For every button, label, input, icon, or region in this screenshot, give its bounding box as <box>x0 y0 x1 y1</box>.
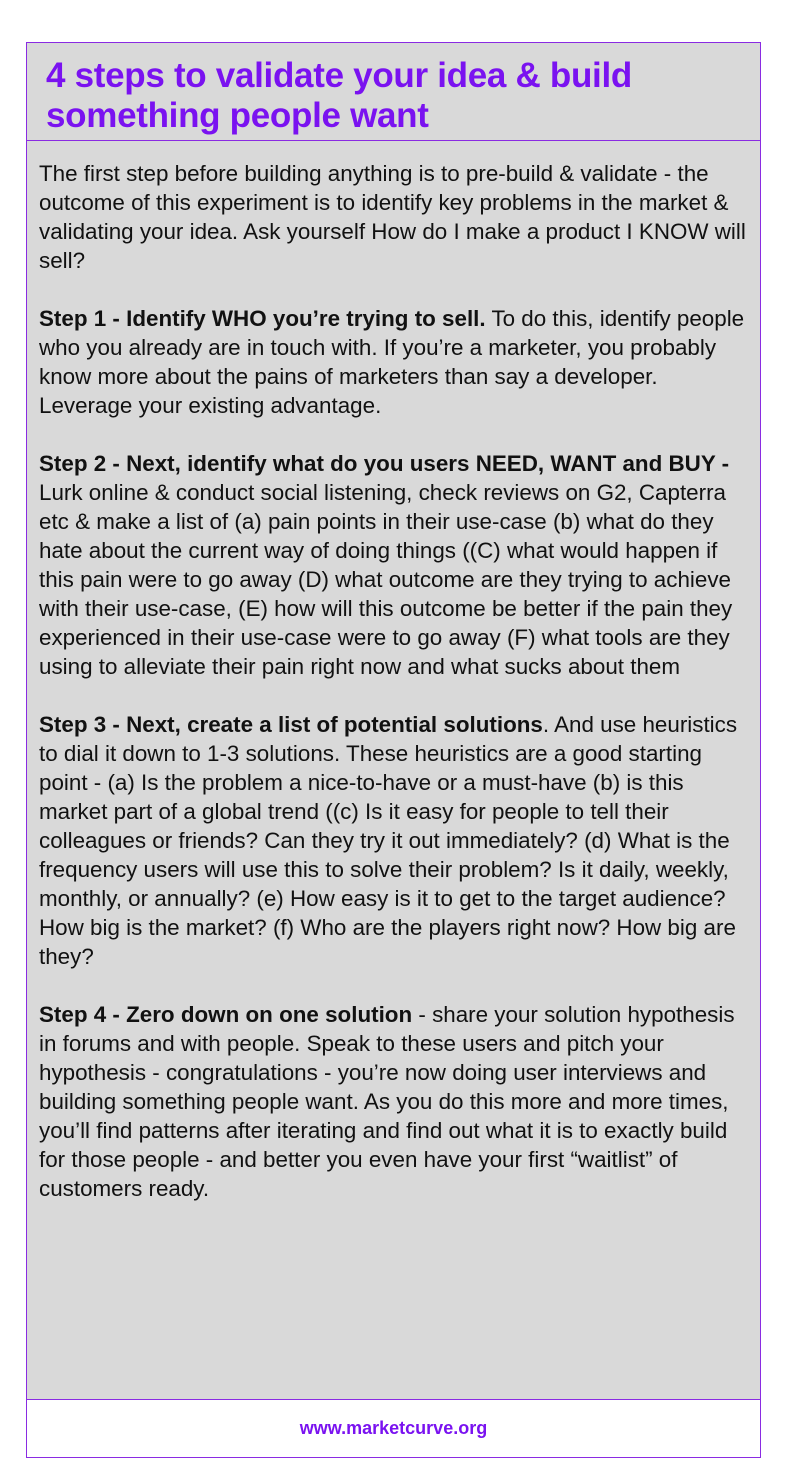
step-1-text: To do this, identify people who you already are in touch with. If you’re a marketer, you probably know more about the pains of marketers than say a developer. Leverage your existing advantage. <box>39 306 745 418</box>
step-2-text: Lurk online & conduct social listening, check reviews on G2, Capterra etc & make a list of (a) pain points in their use-case (b) what do they hate about the current way of doing things ((C) what would happen if this pain were to go away (D) what outcome are they trying to achieve with their use-case, (E) how will this outcome be better if the pain they experienced in their use-case were to go away (F) what tools are they using to alleviate their pain right now and what sucks about them <box>39 480 733 679</box>
step-4-text: - share your solution hypothesis in forums and with people. Speak to these users and pitch your hypothesis - congratulations - you’re now doing user interviews and building something people want. As you do this more and more times, you’ll find patterns after iterating and find out what it is to exactly build for those people - and better you even have your first “waitlist” of customers ready. <box>39 1002 735 1201</box>
step-2-heading: Step 2 - Next, identify what do you users NEED, WANT and BUY - <box>39 451 730 476</box>
step-2-paragraph <box>39 449 751 681</box>
intro-paragraph: The first step before building anything is to pre-build & validate - the outcome of this experiment is to identify key problems in the market & validating your idea. Ask yourself How do I make a product I KNOW will sell? <box>39 161 746 273</box>
header <box>27 43 760 141</box>
page-title: 4 steps to validate your idea & build something people want <box>46 56 632 135</box>
content-card <box>26 42 761 1458</box>
step-3-text: . And use heuristics to dial it down to 1-3 solutions. These heuristics are a good starting point - (a) Is the problem a nice-to-have or a must-have (b) is this market part of a global trend ((c) Is it easy for people to tell their colleagues or friends? Can they try it out immediately? (d) What is the frequency users will use this to solve their problem? Is it daily, weekly, monthly, or annually? (e) How easy is it to get to the target audience? How big is the market? (f) Who are the players right now? How big are they? <box>39 712 738 969</box>
footer <box>27 1399 760 1457</box>
website-link[interactable]: www.marketcurve.org <box>299 1418 488 1438</box>
step-1-heading: Step 1 - Identify WHO you’re trying to sell. <box>39 306 486 331</box>
step-4-heading: Step 4 - Zero down on one solution <box>39 1002 413 1027</box>
step-4-paragraph <box>39 1000 751 1203</box>
step-3-heading: Step 3 - Next, create a list of potential solutions <box>39 712 543 737</box>
step-1-paragraph <box>39 304 751 420</box>
article-body <box>39 159 751 1203</box>
step-3-paragraph <box>39 710 751 971</box>
